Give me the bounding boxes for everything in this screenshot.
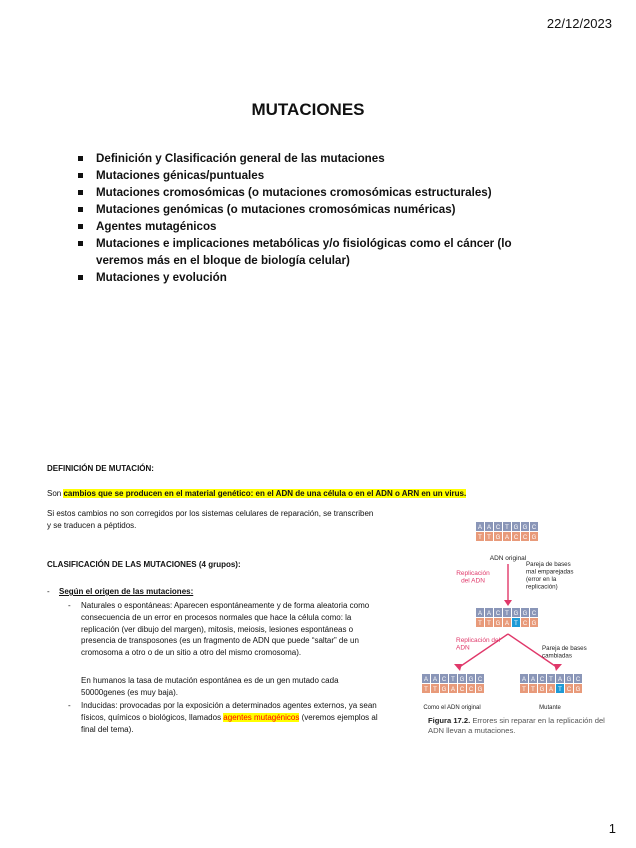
classification-heading: CLASIFICACIÓN DE LAS MUTACIONES (4 grupos): [47, 560, 241, 569]
base-letter: G [495, 621, 501, 627]
label-line: ADN [456, 644, 470, 652]
base-letter: T [487, 621, 491, 627]
base-letter: A [504, 535, 510, 541]
base-letter: A [548, 687, 554, 693]
base-letter: G [513, 611, 519, 617]
base-letter: C [477, 677, 483, 683]
base-letter: C [531, 525, 537, 531]
base-letter: G [531, 621, 537, 627]
base-letter: G [575, 687, 581, 693]
repair-note: Si estos cambios no son corregidos por los sistemas celulares de reparación, se transcriben y se traducen a péptidos. [47, 509, 374, 530]
topic-item: Mutaciones cromosómicas (o mutaciones cromosómicas estructurales) [78, 184, 548, 201]
base-letter: T [558, 687, 562, 693]
label-line: mal emparejadas [526, 568, 574, 576]
topic-list [78, 150, 548, 286]
base-letter: A [450, 687, 456, 693]
base-letter: G [539, 687, 545, 693]
induced-text [81, 700, 378, 735]
base-letter: A [530, 677, 536, 683]
base-letter: G [459, 677, 465, 683]
base-letter: C [468, 687, 474, 693]
base-letter: G [495, 535, 501, 541]
definition-prefix: Son [47, 489, 64, 498]
label-line: Replicación del [456, 637, 501, 644]
topic-item: Agentes mutagénicos [78, 218, 548, 235]
caption-text: Errores sin reparar en la replicación del ADN llevan a mutaciones. [428, 716, 605, 735]
base-letter: C [513, 535, 519, 541]
base-letter: G [531, 535, 537, 541]
origin-heading-text: Según el origen de las mutaciones: [59, 587, 194, 596]
label-line: replicación) [526, 583, 558, 591]
base-letter: T [505, 611, 509, 617]
base-letter: A [486, 525, 492, 531]
base-letter: C [441, 677, 447, 683]
base-letter: G [477, 687, 483, 693]
natural-item: - Naturales o espontáneas: Aparecen espontáneamente y de forma aleatoria como consecuencia de un error en procesos normales que hace la célula como: la replicación (ver dibujo del margen), mitosis, meiosis, lesiones espontáneas o presencia de transposones (es un fragmento de ADN que puede “saltar” de un cromosoma a otro o de un sitio a otro del mismo cromosoma). [68, 600, 378, 659]
natural-text: Naturales o espontáneas: Aparecen espontáneamente y de forma aleatoria como consecuencia de un error en procesos normales que hace la célula como: la replicación (ver dibujo del margen), mitosis, meiosis, lesiones espontáneas o presencia de transposones (es un fragmento de ADN que puede “saltar” de un cromosoma a otro o de un sitio a otro del mismo cromosoma). [81, 601, 370, 658]
base-letter: A [432, 677, 438, 683]
base-letter: T [549, 677, 553, 683]
topic-item: Mutaciones e implicaciones metabólicas y/o fisiológicas como el cáncer (lo veremos más en el bloque de biología celular) [78, 235, 548, 269]
label-line: cambiadas [542, 652, 572, 660]
figure-caption [428, 716, 618, 736]
label-changed [542, 645, 587, 660]
caption-bold: Figura 17.2. [428, 716, 471, 725]
label-replication-1 [456, 570, 490, 585]
page-number: 1 [608, 821, 616, 836]
base-letter: C [495, 525, 501, 531]
base-letter: T [424, 687, 428, 693]
base-letter: T [505, 525, 509, 531]
base-letter: C [531, 611, 537, 617]
label-adn-original: ADN original [489, 555, 527, 562]
label-line: Pareja de bases [526, 561, 571, 568]
definition-text [47, 489, 466, 498]
base-letter: C [522, 535, 528, 541]
base-letter: G [441, 687, 447, 693]
dna-replicated-mismatch [476, 608, 538, 627]
base-letter: T [514, 621, 518, 627]
label-line: del ADN [461, 577, 485, 585]
base-letter: A [504, 621, 510, 627]
base-letter: C [495, 611, 501, 617]
base-letter: A [477, 525, 483, 531]
dna-like-original [422, 674, 484, 693]
induced-item: - Inducidas: provocadas por la exposición a determinados agentes externos, ya sean físicos, químicos o biológicos, llamados agentes mutagénicos (veremos ejemplos al final del tema). [68, 701, 378, 734]
dna-replication-figure [420, 516, 620, 746]
base-letter: T [433, 687, 437, 693]
base-letter: A [486, 611, 492, 617]
branch-right-head [554, 664, 562, 671]
base-letter: T [487, 535, 491, 541]
topic-item: Mutaciones genómicas (o mutaciones cromosómicas numéricas) [78, 201, 548, 218]
date-label: 22/12/2023 [546, 16, 612, 31]
topic-item: Definición y Clasificación general de las mutaciones [78, 150, 548, 167]
label-line: Replicación [456, 570, 490, 577]
induced-pre: Inducidas: provocadas por la exposición a determinados agentes externos, ya sean físicos, químicos o biológicos, llamados [81, 701, 377, 722]
base-letter: G [522, 525, 528, 531]
base-letter: T [451, 677, 455, 683]
base-letter: G [522, 611, 528, 617]
base-letter: C [459, 687, 465, 693]
induced-post: (veremos ejemplos al final del tema). [81, 712, 378, 734]
induced-highlight: agentes mutagénicos [223, 712, 300, 722]
base-letter: C [539, 677, 545, 683]
base-letter: G [513, 525, 519, 531]
label-mutant: Mutante [539, 705, 561, 711]
base-letter: A [521, 677, 527, 683]
replication-arrowhead [504, 600, 512, 606]
base-letter: A [423, 677, 429, 683]
definition-highlight: cambios que se producen en el material genético: en el ADN de una célula o en el ADN o ARN en un virus. [63, 489, 467, 498]
dna-mutant [520, 674, 582, 693]
branch-left-head [454, 664, 462, 671]
base-letter: T [531, 687, 535, 693]
base-letter: T [478, 535, 482, 541]
base-letter: C [575, 677, 581, 683]
topic-item: Mutaciones génicas/puntuales [78, 167, 548, 184]
dna-original [476, 522, 538, 541]
base-letter: A [557, 677, 563, 683]
base-letter: T [478, 621, 482, 627]
base-letter: A [477, 611, 483, 617]
base-letter: C [566, 687, 572, 693]
definition-heading: DEFINICIÓN DE MUTACIÓN: [47, 464, 154, 473]
topic-item: Mutaciones y evolución [78, 269, 548, 286]
base-letter: G [468, 677, 474, 683]
label-line: (error en la [526, 576, 557, 583]
base-letter: T [522, 687, 526, 693]
human-rate-text: En humanos la tasa de mutación espontánea es de un gen mutado cada 50000genes (es muy baja). [81, 676, 339, 697]
label-line: Pareja de bases [542, 645, 587, 652]
base-letter: C [522, 621, 528, 627]
page-title: MUTACIONES [251, 100, 365, 119]
base-letter: G [566, 677, 572, 683]
label-like-original: Como el ADN original [423, 705, 481, 711]
label-mismatch [526, 561, 573, 591]
